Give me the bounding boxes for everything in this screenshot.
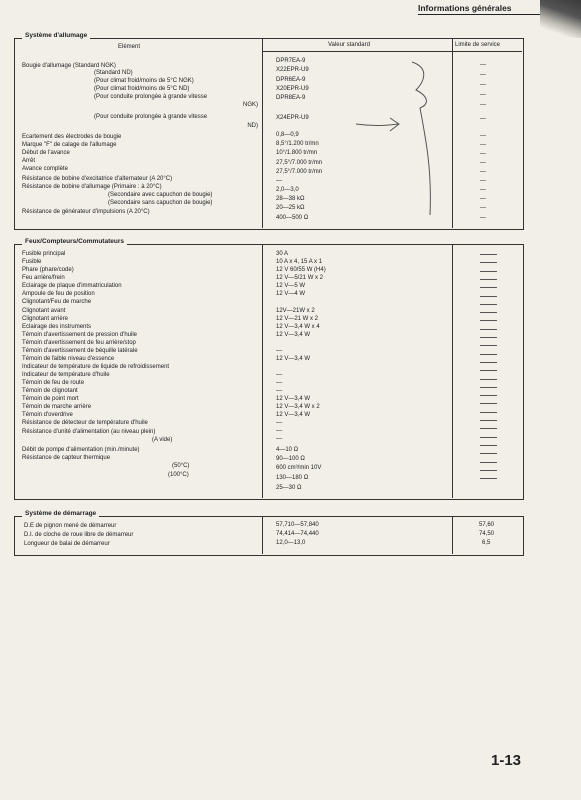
spec-element: Ampoule de feu de position <box>22 291 95 297</box>
limit-dash <box>480 304 497 305</box>
spec-value: 12 V—3,4 W <box>276 356 311 362</box>
spec-element: Résistance de bobine d'excitatrice d'alternateur (A 20°C) <box>22 176 173 182</box>
column-divider <box>262 38 263 228</box>
demarrage-section-title: Système de démarrage <box>22 510 99 517</box>
spec-value: 4—10 Ω <box>276 447 299 453</box>
spec-element: Arrêt <box>22 158 36 164</box>
limit-dash <box>480 312 497 313</box>
spec-limit: — <box>480 82 486 88</box>
spec-limit: — <box>480 187 486 193</box>
spec-element: Témoin de point mort <box>22 396 79 402</box>
limit-dash <box>480 437 497 438</box>
spec-value: — <box>276 380 282 386</box>
spec-value: X24EPR-U9 <box>276 115 309 121</box>
header-divider <box>262 51 522 52</box>
limit-dash <box>480 379 497 380</box>
spec-limit: — <box>480 178 486 184</box>
spec-value: 20—25 kΩ <box>276 205 305 211</box>
limit-dash <box>480 445 497 446</box>
limit-dash <box>480 254 497 255</box>
spec-element: Fusible <box>22 259 42 265</box>
spec-value: 27,5°/7.000 tr/mn <box>276 169 323 175</box>
spec-element: Longueur de balai de démarreur <box>24 541 110 547</box>
limit-dash <box>480 271 497 272</box>
column-divider <box>452 38 453 228</box>
spec-element: Phare (phare/code) <box>22 267 74 273</box>
column-header-value: Valeur standard <box>328 42 370 48</box>
spec-value: — <box>276 420 282 426</box>
spec-element: (Pour conduite prolongée à grande vitesse <box>94 114 208 120</box>
spec-element: Débit de pompe d'alimentation (min./minute) <box>22 447 140 453</box>
spec-element: (Secondaire avec capuchon de bougie) <box>108 192 213 198</box>
column-divider <box>452 244 453 498</box>
spec-element: Résistance de détecteur de température d'huile <box>22 420 148 426</box>
spec-element: Témoin de faible niveau d'essence <box>22 356 115 362</box>
spec-element: Ecartement des électrodes de bougie <box>22 134 122 140</box>
spec-value: 10 A x 4, 15 A x 1 <box>276 259 323 265</box>
limit-dash <box>480 337 497 338</box>
spec-value: — <box>276 372 282 378</box>
spec-value: 27,5°/7.000 tr/mn <box>276 160 323 166</box>
column-header-limit: Limite de service <box>455 42 501 48</box>
spec-limit: 6,5 <box>482 540 491 546</box>
spec-element: (100°C) <box>168 472 189 478</box>
spec-element: (Secondaire sans capuchon de bougie) <box>108 200 213 206</box>
spec-value: 12 V—4 W <box>276 291 306 297</box>
spec-value: 12 V—3,4 W <box>276 332 311 338</box>
spec-element: Marque "F" de calage de l'allumage <box>22 142 117 148</box>
spec-element: Eclairage des instruments <box>22 324 92 330</box>
spec-element: Résistance de capteur thermique <box>22 455 111 461</box>
spec-element: Fusible principal <box>22 251 66 257</box>
limit-dash <box>480 453 497 454</box>
spec-element: Témoin de clignotant <box>22 388 78 394</box>
spec-value: X22EPR-U9 <box>276 67 309 73</box>
spec-value: DPR6EA-9 <box>276 77 306 83</box>
spec-element: Témoin d'avertissement de pression d'huile <box>22 332 138 338</box>
limit-dash <box>480 287 497 288</box>
spec-value: 12,0—13,0 <box>276 540 306 546</box>
limit-dash <box>480 279 497 280</box>
spec-element: (50°C) <box>172 463 190 469</box>
feux-section-title: Feux/Compteurs/Commutateurs <box>22 238 127 245</box>
allumage-section-title: Système d'allumage <box>22 32 90 39</box>
limit-dash <box>480 370 497 371</box>
column-divider <box>452 516 453 554</box>
spec-value: — <box>276 428 282 434</box>
spec-limit: — <box>480 215 486 221</box>
spec-limit: — <box>480 196 486 202</box>
spec-value: 12 V—5 W <box>276 283 306 289</box>
spec-limit: — <box>480 169 486 175</box>
limit-dash <box>480 470 497 471</box>
spec-value: 0,8—0,9 <box>276 132 299 138</box>
spec-element: (Pour climat froid/moins de 5°C NGK) <box>94 78 194 84</box>
limit-dash <box>480 320 497 321</box>
spec-limit: — <box>480 205 486 211</box>
spec-value: — <box>276 388 282 394</box>
spec-value: 400—500 Ω <box>276 215 309 221</box>
spec-value: DPR8EA-9 <box>276 95 306 101</box>
spec-value: 12 V—3,4 W x 4 <box>276 324 320 330</box>
spec-value: 30 A <box>276 251 289 257</box>
spec-value: 12 V 60/55 W (H4) <box>276 267 326 273</box>
spec-value: 600 cm³/min 10V <box>276 465 322 471</box>
limit-dash <box>480 403 497 404</box>
spec-limit: — <box>480 151 486 157</box>
spec-value: — <box>276 178 282 184</box>
limit-dash <box>480 412 497 413</box>
spec-element: Témoin d'overdrive <box>22 412 73 418</box>
spec-limit: — <box>480 160 486 166</box>
limit-dash <box>480 354 497 355</box>
spec-limit: — <box>480 62 486 68</box>
limit-dash <box>480 296 497 297</box>
spec-value: 12 V—21 W x 2 <box>276 316 319 322</box>
spec-value: — <box>276 348 282 354</box>
spec-value: X20EPR-U9 <box>276 86 309 92</box>
spec-limit: 74,50 <box>479 531 495 537</box>
spec-element: (Standard ND) <box>94 70 133 76</box>
limit-dash <box>480 462 497 463</box>
page-corner-fold <box>540 0 581 38</box>
spec-limit: — <box>480 102 486 108</box>
spec-value: 12V—21W x 2 <box>276 308 315 314</box>
spec-value: 12 V—3,4 W <box>276 412 311 418</box>
spec-element: ND) <box>247 123 258 129</box>
spec-value: 25—30 Ω <box>276 485 302 491</box>
limit-dash <box>480 362 497 363</box>
column-header-element: Elément <box>118 44 141 50</box>
spec-element: NGK) <box>243 102 258 108</box>
spec-element: Témoin d'avertissement de feu arrière/stop <box>22 340 136 346</box>
spec-element: Feu arrière/frein <box>22 275 65 281</box>
spec-value: 130—180 Ω <box>276 475 309 481</box>
spec-element: Résistance d'unité d'alimentation (au niveau plein) <box>22 429 156 435</box>
spec-limit: — <box>480 72 486 78</box>
spec-element: Résistance de générateur d'impulsions (A 20°C) <box>22 209 150 215</box>
spec-element: Clignotant avant <box>22 308 66 314</box>
spec-element: Résistance de bobine d'allumage (Primaire : à 20°C) <box>22 184 162 190</box>
limit-dash <box>480 395 497 396</box>
spec-element: Témoin d'avertissement de béquille latérale <box>22 348 138 354</box>
limit-dash <box>480 428 497 429</box>
header-rule <box>418 14 540 15</box>
spec-value: 8,5°/1.200 tr/mn <box>276 141 319 147</box>
column-divider <box>262 244 263 498</box>
spec-element: (Pour climat froid/moins de 5°C ND) <box>94 86 190 92</box>
spec-element: (A vide) <box>152 437 173 443</box>
spec-limit: — <box>480 133 486 139</box>
spec-element: Avance complète <box>22 166 68 172</box>
limit-dash <box>480 387 497 388</box>
limit-dash <box>480 262 497 263</box>
spec-element: Eclairage de plaque d'immatriculation <box>22 283 122 289</box>
page-number: 1-13 <box>491 752 522 769</box>
spec-value: 12 V—3,4 W <box>276 396 311 402</box>
spec-limit: — <box>480 116 486 122</box>
spec-element: Bougie d'allumage (Standard NGK) <box>22 63 116 69</box>
spec-limit: — <box>480 142 486 148</box>
limit-dash <box>480 329 497 330</box>
spec-limit: — <box>480 92 486 98</box>
spec-element: Témoin de feu de route <box>22 380 85 386</box>
spec-value: DPR7EA-9 <box>276 58 306 64</box>
spec-element: Indicateur de température d'huile <box>22 372 110 378</box>
column-divider <box>262 516 263 554</box>
spec-value: 74,414—74,440 <box>276 531 319 537</box>
spec-element: D.E de pignon mené de démarreur <box>24 523 117 529</box>
spec-element: (Pour conduite prolongée à grande vitesse <box>94 94 208 100</box>
spec-value: 10°/1.800 tr/mn <box>276 150 318 156</box>
spec-element: Indicateur de température de liquide de refroidissement <box>22 364 170 370</box>
spec-value: 57,710—57,840 <box>276 522 319 528</box>
spec-value: 28—38 kΩ <box>276 196 305 202</box>
spec-value: 2,0—3,0 <box>276 187 299 193</box>
page-header-title: Informations générales <box>418 3 512 13</box>
spec-element: Début de l'avance <box>22 150 70 156</box>
limit-dash <box>480 420 497 421</box>
spec-value: — <box>276 436 282 442</box>
spec-element: Témoin de marche arrière <box>22 404 92 410</box>
limit-dash <box>480 478 497 479</box>
spec-value: 12 V—5/21 W x 2 <box>276 275 324 281</box>
spec-value: 90—100 Ω <box>276 456 305 462</box>
spec-limit: 57,60 <box>479 522 495 528</box>
spec-element: Clignotant arrière <box>22 316 69 322</box>
limit-dash <box>480 345 497 346</box>
spec-element: Clignotant/Feu de marche <box>22 299 92 305</box>
spec-value: 12 V—3,4 W x 2 <box>276 404 320 410</box>
spec-element: D.I. de cloche de roue libre de démarreur <box>24 532 134 538</box>
